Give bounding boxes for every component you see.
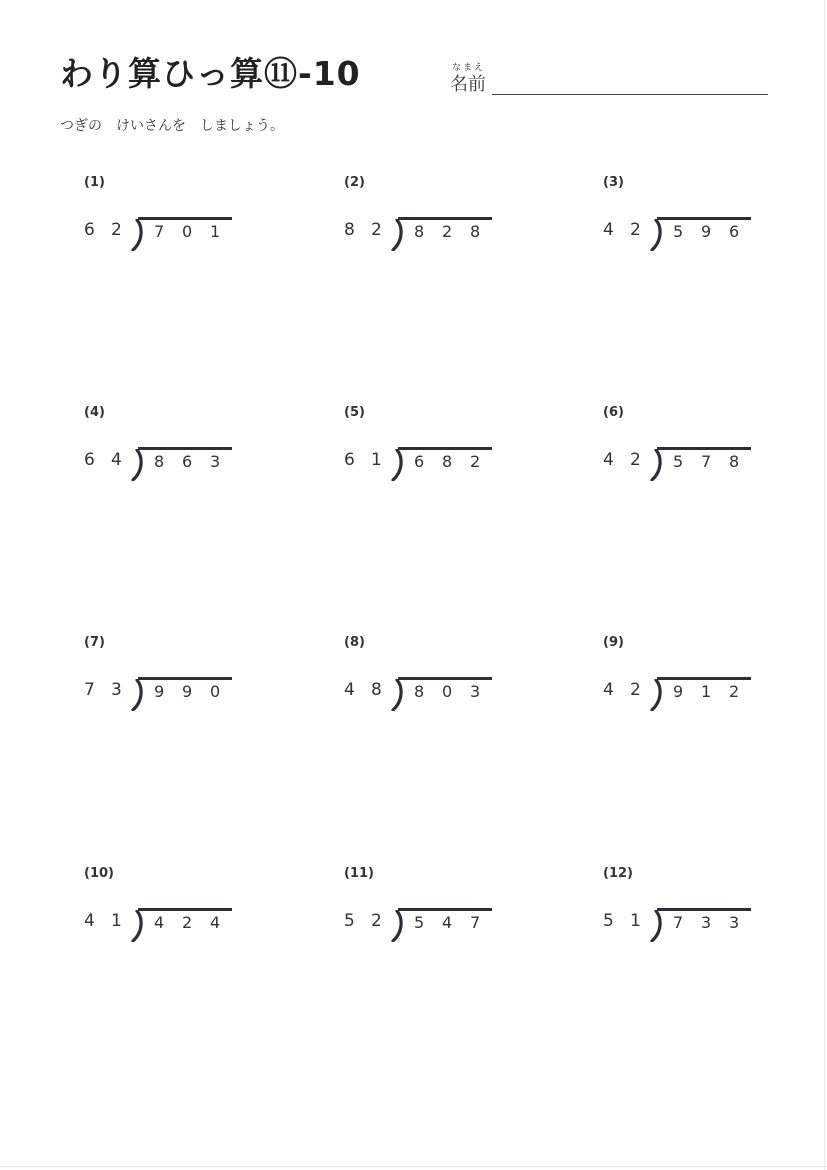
dividend-digit: 4 — [154, 913, 165, 932]
division-problem — [344, 405, 544, 495]
division-overline — [398, 217, 492, 220]
problem-number: (3) — [603, 175, 624, 190]
division-problem — [84, 635, 284, 725]
dividend-digit: 7 — [673, 913, 684, 932]
problem-number: (6) — [603, 405, 624, 420]
division-overline — [657, 217, 751, 220]
dividend — [673, 222, 757, 241]
dividend-digit: 9 — [701, 222, 712, 241]
dividend-digit: 2 — [470, 452, 481, 471]
instruction-text: つぎの けいさんを しましょう。 — [60, 118, 284, 134]
division-bracket — [647, 679, 669, 711]
dividend-digit: 4 — [210, 913, 221, 932]
divisor-digit: 8 — [371, 680, 382, 700]
dividend — [414, 913, 498, 932]
dividend-digit: 4 — [442, 913, 453, 932]
divisor-digit: 5 — [603, 911, 614, 931]
problem-number: (7) — [84, 635, 105, 650]
dividend-digit: 8 — [470, 222, 481, 241]
dividend-digit: 0 — [210, 682, 221, 701]
problem-number: (10) — [84, 866, 114, 881]
dividend-digit: 7 — [701, 452, 712, 471]
dividend-digit: 6 — [414, 452, 425, 471]
division-overline — [398, 447, 492, 450]
dividend-digit: 0 — [182, 222, 193, 241]
name-ruby: なまえ — [452, 63, 486, 73]
divisor-digit: 2 — [371, 911, 382, 931]
problem-number: (2) — [344, 175, 365, 190]
dividend-digit: 6 — [182, 452, 193, 471]
division-bracket — [128, 679, 150, 711]
division-overline — [138, 217, 232, 220]
divisor-digit: 4 — [84, 911, 95, 931]
division-bracket — [128, 219, 150, 251]
division-bracket — [388, 219, 410, 251]
divisor-digit: 6 — [344, 450, 355, 470]
division-problem — [84, 866, 284, 956]
dividend-digit: 9 — [154, 682, 165, 701]
dividend-digit: 2 — [182, 913, 193, 932]
dividend-digit: 5 — [673, 452, 684, 471]
dividend-digit: 2 — [729, 682, 740, 701]
dividend — [673, 913, 757, 932]
dividend-digit: 1 — [701, 682, 712, 701]
dividend-digit: 5 — [673, 222, 684, 241]
divisor-digit: 1 — [630, 911, 641, 931]
division-overline — [138, 908, 232, 911]
division-overline — [657, 447, 751, 450]
dividend-digit: 9 — [182, 682, 193, 701]
page-bottom-edge — [0, 1166, 827, 1167]
division-bracket — [647, 219, 669, 251]
problem-number: (11) — [344, 866, 374, 881]
divisor-digit: 4 — [111, 450, 122, 470]
divisor-digit: 2 — [111, 220, 122, 240]
dividend-digit: 3 — [210, 452, 221, 471]
division-overline — [138, 677, 232, 680]
divisor-digit: 8 — [344, 220, 355, 240]
divisor-digit: 3 — [111, 680, 122, 700]
dividend-digit: 8 — [729, 452, 740, 471]
division-bracket — [647, 910, 669, 942]
dividend-digit: 2 — [442, 222, 453, 241]
divisor-digit: 5 — [344, 911, 355, 931]
dividend-digit: 8 — [442, 452, 453, 471]
divisor-digit: 4 — [344, 680, 355, 700]
division-problem — [344, 635, 544, 725]
divisor-digit: 2 — [630, 220, 641, 240]
divisor-digit: 4 — [603, 220, 614, 240]
name-write-line[interactable] — [492, 94, 768, 95]
division-problem — [344, 175, 544, 265]
dividend-digit: 3 — [729, 913, 740, 932]
division-bracket — [388, 910, 410, 942]
dividend — [673, 452, 757, 471]
dividend — [414, 682, 498, 701]
division-overline — [398, 677, 492, 680]
divisor-digit: 2 — [630, 450, 641, 470]
division-overline — [138, 447, 232, 450]
dividend — [154, 913, 238, 932]
dividend-digit: 7 — [470, 913, 481, 932]
divisor-digit: 7 — [84, 680, 95, 700]
worksheet-title: わり算ひっ算⑪-10 — [60, 54, 361, 93]
page-right-edge — [824, 0, 825, 1170]
dividend-digit: 3 — [470, 682, 481, 701]
divisor-digit: 1 — [371, 450, 382, 470]
dividend-digit: 8 — [414, 682, 425, 701]
divisor-digit: 6 — [84, 220, 95, 240]
dividend-digit: 9 — [673, 682, 684, 701]
division-problem — [603, 635, 803, 725]
division-bracket — [128, 910, 150, 942]
division-overline — [657, 908, 751, 911]
dividend-digit: 5 — [414, 913, 425, 932]
dividend-digit: 0 — [442, 682, 453, 701]
division-problem — [84, 405, 284, 495]
division-bracket — [647, 449, 669, 481]
dividend — [154, 682, 238, 701]
problem-number: (12) — [603, 866, 633, 881]
divisor-digit: 1 — [111, 911, 122, 931]
division-problem — [344, 866, 544, 956]
problem-number: (1) — [84, 175, 105, 190]
division-problem — [603, 175, 803, 265]
name-label: 名前 — [450, 74, 486, 95]
dividend-digit: 1 — [210, 222, 221, 241]
name-field — [450, 60, 768, 96]
division-bracket — [388, 449, 410, 481]
dividend-digit: 3 — [701, 913, 712, 932]
division-overline — [398, 908, 492, 911]
dividend-digit: 8 — [154, 452, 165, 471]
problem-number: (8) — [344, 635, 365, 650]
division-bracket — [128, 449, 150, 481]
dividend — [414, 452, 498, 471]
divisor-digit: 2 — [630, 680, 641, 700]
division-bracket — [388, 679, 410, 711]
divisor-digit: 6 — [84, 450, 95, 470]
dividend — [414, 222, 498, 241]
divisor-digit: 2 — [371, 220, 382, 240]
division-problem — [84, 175, 284, 265]
dividend — [154, 452, 238, 471]
dividend — [673, 682, 757, 701]
division-problem — [603, 866, 803, 956]
divisor-digit: 4 — [603, 450, 614, 470]
division-overline — [657, 677, 751, 680]
dividend — [154, 222, 238, 241]
division-problem — [603, 405, 803, 495]
problem-number: (4) — [84, 405, 105, 420]
dividend-digit: 6 — [729, 222, 740, 241]
problem-number: (9) — [603, 635, 624, 650]
dividend-digit: 8 — [414, 222, 425, 241]
problem-number: (5) — [344, 405, 365, 420]
divisor-digit: 4 — [603, 680, 614, 700]
dividend-digit: 7 — [154, 222, 165, 241]
